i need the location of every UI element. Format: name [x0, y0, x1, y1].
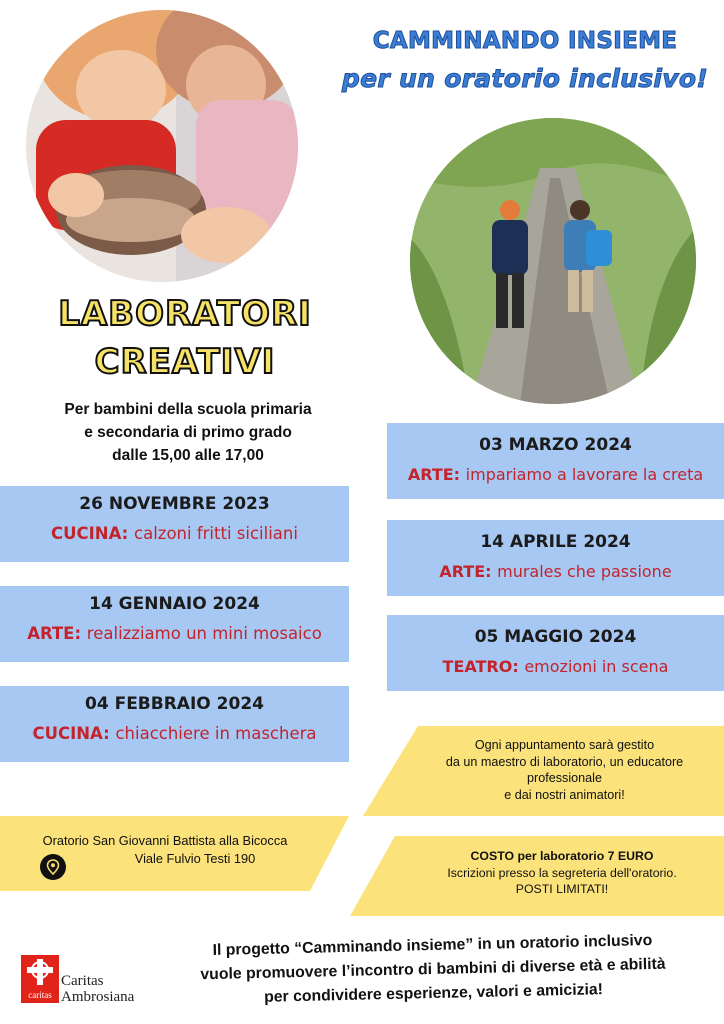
event-card-february — [0, 686, 349, 762]
info-line-2: da un maestro di laboratorio, un educatore — [445, 754, 684, 769]
event-description: emozioni in scena — [524, 657, 669, 676]
location-pin-icon — [40, 854, 66, 880]
subtitle-line-3: dalle 15,00 alle 17,00 — [112, 447, 264, 464]
subtitle-line-1: Per bambini della scuola primaria — [64, 401, 312, 418]
logo-text-ambrosiana: Ambrosiana — [61, 989, 135, 1005]
event-date: 05 MAGGIO 2024 — [474, 627, 637, 647]
children-walking-photo — [410, 118, 696, 404]
header-line-2: per un oratorio inclusivo! — [341, 64, 709, 93]
event-category: ARTE: — [27, 624, 82, 643]
event-date: 03 MARZO 2024 — [479, 435, 632, 455]
info-line-4: e dai nostri animatori! — [504, 787, 625, 802]
event-description: realizziamo un mini mosaico — [86, 624, 322, 643]
location-address: Viale Fulvio Testi 190 — [134, 851, 256, 866]
header-line-1: CAMMINANDO INSIEME — [372, 28, 678, 54]
event-activity — [0, 724, 349, 743]
logo-text-caritas: Caritas — [61, 973, 104, 989]
event-date: 14 GENNAIO 2024 — [89, 594, 260, 614]
cost-line-2: POSTI LIMITATI! — [515, 882, 609, 896]
event-date: 14 APRILE 2024 — [480, 532, 631, 552]
footer-line-1: Il progetto “Camminando insieme” in un oratorio inclusivo — [212, 932, 653, 959]
event-category: ARTE: — [407, 465, 461, 484]
event-card-april — [387, 520, 724, 596]
event-category: CUCINA: — [51, 524, 129, 543]
event-description: impariamo a lavorare la creta — [465, 465, 704, 484]
info-line-3: professionale — [527, 771, 602, 785]
event-description: chiacchiere in maschera — [115, 724, 317, 743]
info-text — [405, 737, 724, 803]
event-card-january — [0, 586, 349, 662]
event-card-november — [0, 486, 349, 562]
subtitle-line-2: e secondaria di primo grado — [84, 424, 292, 441]
event-description: murales che passione — [497, 562, 672, 581]
event-activity — [387, 465, 724, 484]
event-card-march — [387, 423, 724, 499]
cost-title: COSTO per laboratorio 7 EURO — [470, 849, 654, 863]
footer-line-3: per condividere esperienze, valori e amicizia! — [263, 981, 604, 1006]
title-line-1: LABORATORI — [58, 294, 312, 334]
subtitle — [28, 398, 348, 467]
cost-text — [400, 848, 724, 898]
event-activity — [0, 524, 349, 543]
event-card-may — [387, 615, 724, 691]
event-activity — [387, 657, 724, 676]
footer-line-2: vuole promuovere l’incontro di bambini di diverse età e abilità — [200, 955, 666, 984]
children-clay-photo — [26, 10, 298, 282]
title-line-2: CREATIVI — [94, 342, 276, 382]
cost-line-1: Iscrizioni presso la segreteria dell'oratorio. — [447, 865, 677, 880]
event-date: 04 FEBBRAIO 2024 — [85, 694, 264, 714]
project-statement — [167, 928, 698, 1012]
location-name: Oratorio San Giovanni Battista alla Bicocca — [42, 833, 288, 848]
event-date: 26 NOVEMBRE 2023 — [79, 494, 270, 514]
logo-sub: caritas — [28, 990, 52, 1000]
event-activity — [387, 562, 724, 581]
event-category: ARTE: — [439, 562, 492, 581]
event-category: CUCINA: — [32, 724, 110, 743]
event-activity — [0, 624, 349, 643]
info-line-1: Ogni appuntamento sarà gestito — [474, 738, 655, 752]
event-category: TEATRO: — [442, 657, 519, 676]
event-description: calzoni fritti siciliani — [134, 524, 298, 543]
